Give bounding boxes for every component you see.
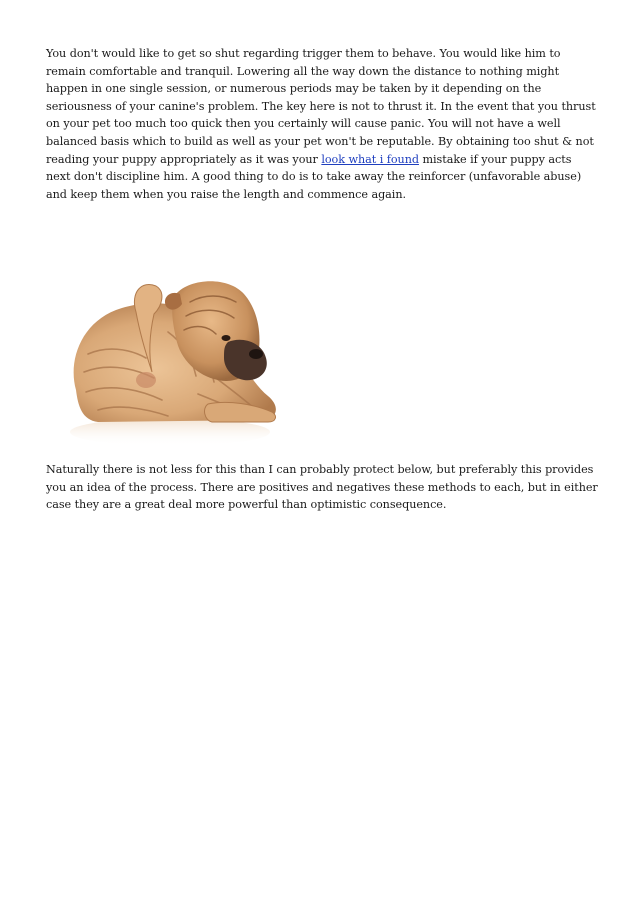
paragraph-1-text-end: mistake if your puppy acts next don't discipline him. A good thing to do is to take away the reinforcer (unfavorable abuse) and keep them when you raise the length and commence again. xyxy=(46,152,582,201)
body-paragraph-2: Naturally there is not less for this than I can probably protect below, but preferably this provides you an idea of the process. There are positives and negatives these methods to each, but in either case they are a great deal more powerful than optimistic consequence. xyxy=(46,463,598,512)
look-what-i-found-link[interactable]: look what i found xyxy=(321,152,419,166)
puppy-eye xyxy=(222,335,231,341)
puppy-rear xyxy=(136,372,156,388)
body-paragraph-1 xyxy=(46,45,598,203)
shar-pei-puppy-image xyxy=(58,272,294,452)
puppy-illustration xyxy=(58,272,294,452)
paragraph-1-text-start: You don't would like to get so shut regarding trigger them to behave. You would like him to remain comfortable and tranquil. Lowering all the way down the distance to nothing might happen in one single session, or numerous periods may be taken by it depending on the seriousness of your canine's problem. The key here is not to thrust it. In the event that you thrust on your pet too much too quick then you certainly will cause panic. You will not have a well balanced basis which to build as well as your pet won't be reputable. By obtaining too shut & not reading your puppy appropriately as it was your xyxy=(46,47,596,166)
puppy-nose xyxy=(249,349,263,359)
